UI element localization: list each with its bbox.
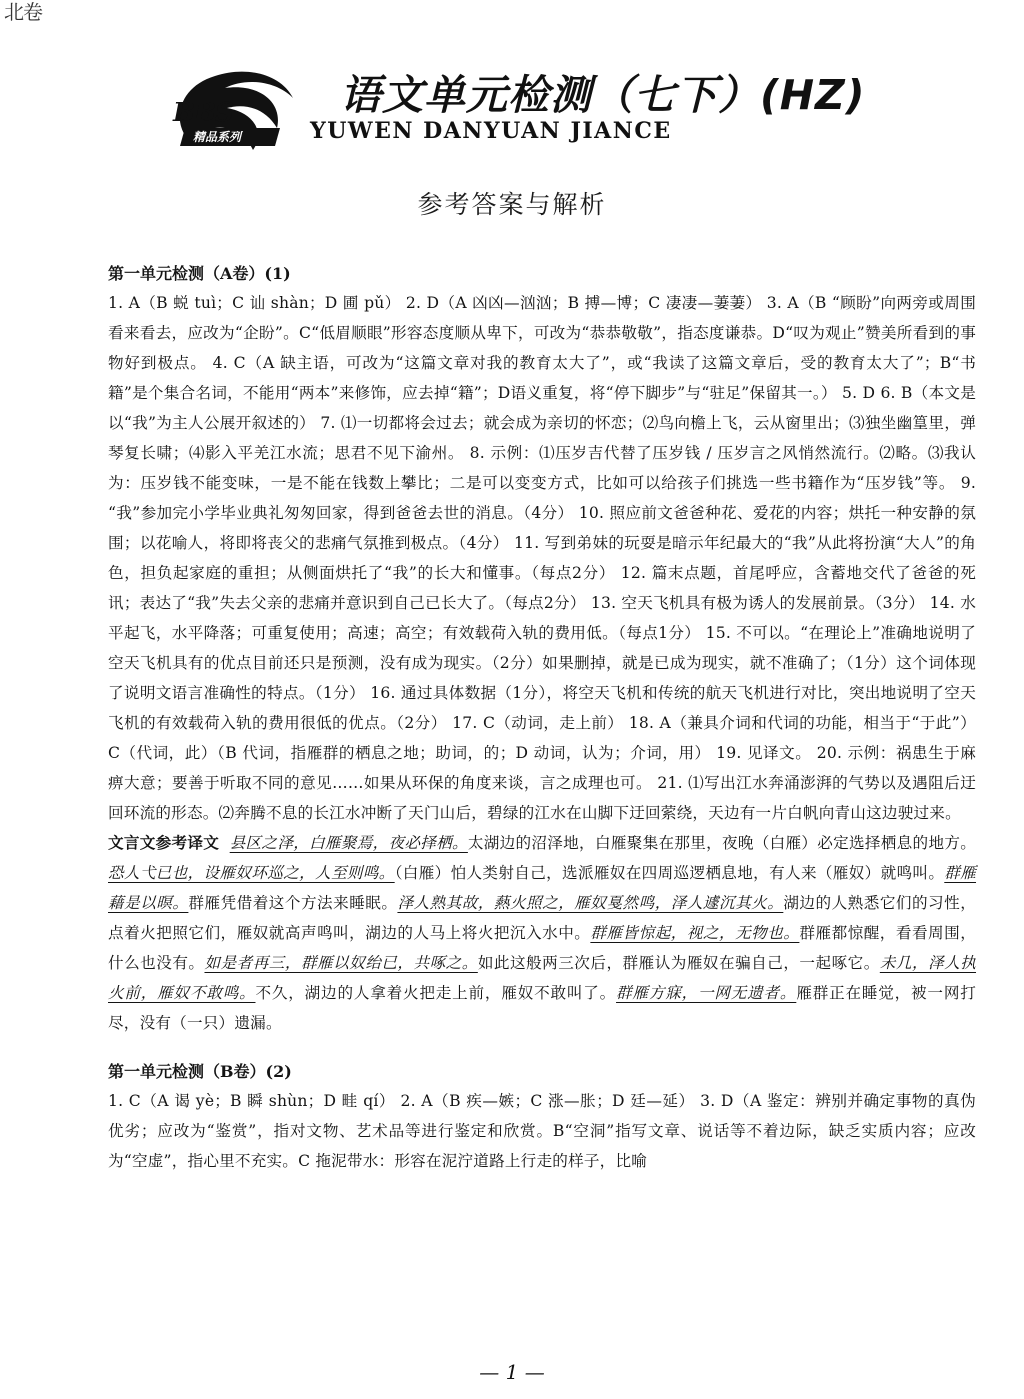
book-subtitle: YUWEN DANYUAN JIANCE: [310, 118, 672, 144]
modern-translation: 太湖边的沼泽地，白雁聚集在那里，夜晚（白雁）必定选择栖息的地方。: [467, 834, 976, 852]
classical-translation: [108, 828, 976, 1038]
modern-translation: 湖边的人熟悉它们的习性，点着火把照它们，雁奴就高声鸣叫，湖边的人马上将火把沉入水中。: [108, 894, 977, 942]
book-title: 语文单元检测（七下）(HZ): [340, 71, 866, 119]
modern-translation: 不久，湖边的人拿着火把走上前，雁奴不敢叫了。: [255, 984, 617, 1002]
answers-unit1-a: 1. A（B 蜕 tuì；C 讪 shàn；D 圃 pǔ） 2. D（A 凶凶—汹汹；B 搏—博；C 凄凄—萋萋） 3. A（B “顾盼”向两旁或周围看来看去，应改为“企盼”。C“低眉顺眼”形容态度顺从卑下，可改为“恭恭敬敬”，指态度谦恭。D“叹为观止”赞美所看到的事物好到极点。 4. C（A 缺主语，可改为“这篇文章对我的教育太大了”，或“我读了这篇文章后，受的教育太大了”；B“书籍”是个集合名词，不能用“两本”来修饰，应去掉“籍”；D语义重复，将“停下脚步”与“驻足”保留其一。） 5. D 6. B（本文是以“我”为主人公展开叙述的） 7. ⑴一切都将会过去；就会成为亲切的怀恋；⑵鸟向檐上飞，云从窗里出；⑶独坐幽篁里，弹琴复长啸；⑷影入平羌江水流；思君不见下渝州。 8. 示例：⑴压岁吉代替了压岁钱 / 压岁言之风悄然流行。⑵略。⑶我认为：压岁钱不能变味，一是不能在钱数上攀比；二是可以变变方式，比如可以给孩子们挑选一些书籍作为“压岁钱”等。 9. “我”参加完小学毕业典礼匆匆回家，得到爸爸去世的消息。（4分） 10. 照应前文爸爸种花、爱花的内容；烘托一种安静的氛围；以花喻人，将即将丧父的悲痛气氛推到极点。（4分） 11. 写到弟妹的玩耍是暗示年纪最大的“我”从此将扮演“大人”的角色，担负起家庭的重担；从侧面烘托了“我”的长大和懂事。（每点2分） 12. 篇末点题，首尾呼应，含蓄地交代了爸爸的死讯；表达了“我”失去父亲的悲痛并意识到自己已长大了。（每点2分） 13. 空天飞机具有极为诱人的发展前景。（3分） 14. 水平起飞，水平降落；可重复使用；高速；高空；有效载荷入轨的费用低。（每点1分） 15. 不可以。“在理论上”准确地说明了空天飞机具有的优点目前还只是预测，没有成为现实。（2分）如果删掉，就是已成为现实，就不准确了；（1分）这个词体现了说明文语言准确性的特点。（1分） 16. 通过具体数据（1分），将空天飞机和传统的航天飞机进行对比，突出地说明了空天飞机的有效载荷入轨的费用很低的优点。（2分） 17. C（动词，走上前） 18. A（兼具介词和代词的功能，相当于“于此”）C（代词，此）（B 代词，指雁群的栖息之地；助词，的；D 动词，认为；介词，用） 19. 见译文。 20. 示例：祸患生于麻痹大意；要善于听取不同的意见……如果从环保的角度来谈，言之成理也可。 21. ⑴写出江水奔涌澎湃的气势以及遇阻后迂回环流的形态。⑵奔腾不息的长江水冲断了天门山后，碧绿的江水在山脚下迂回萦绕，天边有一片白帆向青山这边驶过来。: [108, 294, 976, 822]
page-heading: 参考答案与解析: [417, 190, 607, 219]
logo-wordmark: BBS: [173, 98, 233, 128]
section-title-unit1-a: 第一单元检测（A卷）(1): [108, 264, 291, 283]
answer-content: [108, 260, 976, 1176]
translation-label: 文言文参考译文: [108, 833, 220, 852]
classical-sentence: 群雁藉是以暝。: [108, 864, 977, 912]
modern-translation: 群雁凭借着这个方法来睡眠。: [188, 894, 398, 912]
classical-sentence: 县区之泽，白雁聚焉，夜必择栖。: [229, 834, 468, 852]
modern-translation: 如此这般两三次后，群雁认为雁奴在骗自己，一起啄它。: [477, 954, 880, 972]
modern-translation: （白雁）怕人类射自己，选派雁奴在四周巡逻栖息地，有人来（雁奴）就鸣叫。: [394, 864, 945, 882]
handwritten-corner-note: 北卷: [4, 0, 42, 24]
page-number: — 1 —: [479, 1360, 545, 1384]
modern-translation: 群雁都惊醒，看看周围，什么也没有。: [108, 924, 976, 972]
classical-sentence: 未几，泽人执火前，雁奴不敢鸣。: [108, 954, 977, 1002]
page-header: [165, 58, 925, 168]
classical-sentence: 如是者再三，群雁以奴绐已，共啄之。: [204, 954, 478, 972]
section-title-unit1-b: 第一单元检测（B卷）(2): [108, 1062, 292, 1081]
classical-sentence: 泽人熟其故，爇火照之，雁奴戛然鸣，泽人遽沉其火。: [397, 894, 784, 912]
classical-sentence: 恐人弋已也，设雁奴环巡之，人至则鸣。: [108, 864, 395, 882]
modern-translation: 雁群正在睡觉，被一网打尽，没有（一只）遗漏。: [108, 984, 977, 1032]
section-spacer: [108, 1038, 976, 1058]
answers-unit1-b: 1. C（A 谒 yè；B 瞬 shùn；D 畦 qí） 2. A（B 疾—嫉；C 涨—胀；D 廷—延） 3. D（A 鉴定：辨别并确定事物的真伪优劣；应改为“鉴赏”，指对文物、艺术品等进行鉴定和欣赏。B“空洞”指写文章、说话等不着边际，缺乏实质内容；应改为“空虚”，指心里不充实。C 拖泥带水：形容在泥泞道路上行走的样子，比喻: [108, 1092, 976, 1170]
bbs-logo: [165, 58, 300, 158]
logo-series-label: 精品系列: [193, 130, 242, 144]
classical-sentence: 群雁方寐，一网无遗者。: [616, 984, 797, 1002]
classical-sentence: 群雁皆惊起，视之，无物也。: [590, 924, 800, 942]
